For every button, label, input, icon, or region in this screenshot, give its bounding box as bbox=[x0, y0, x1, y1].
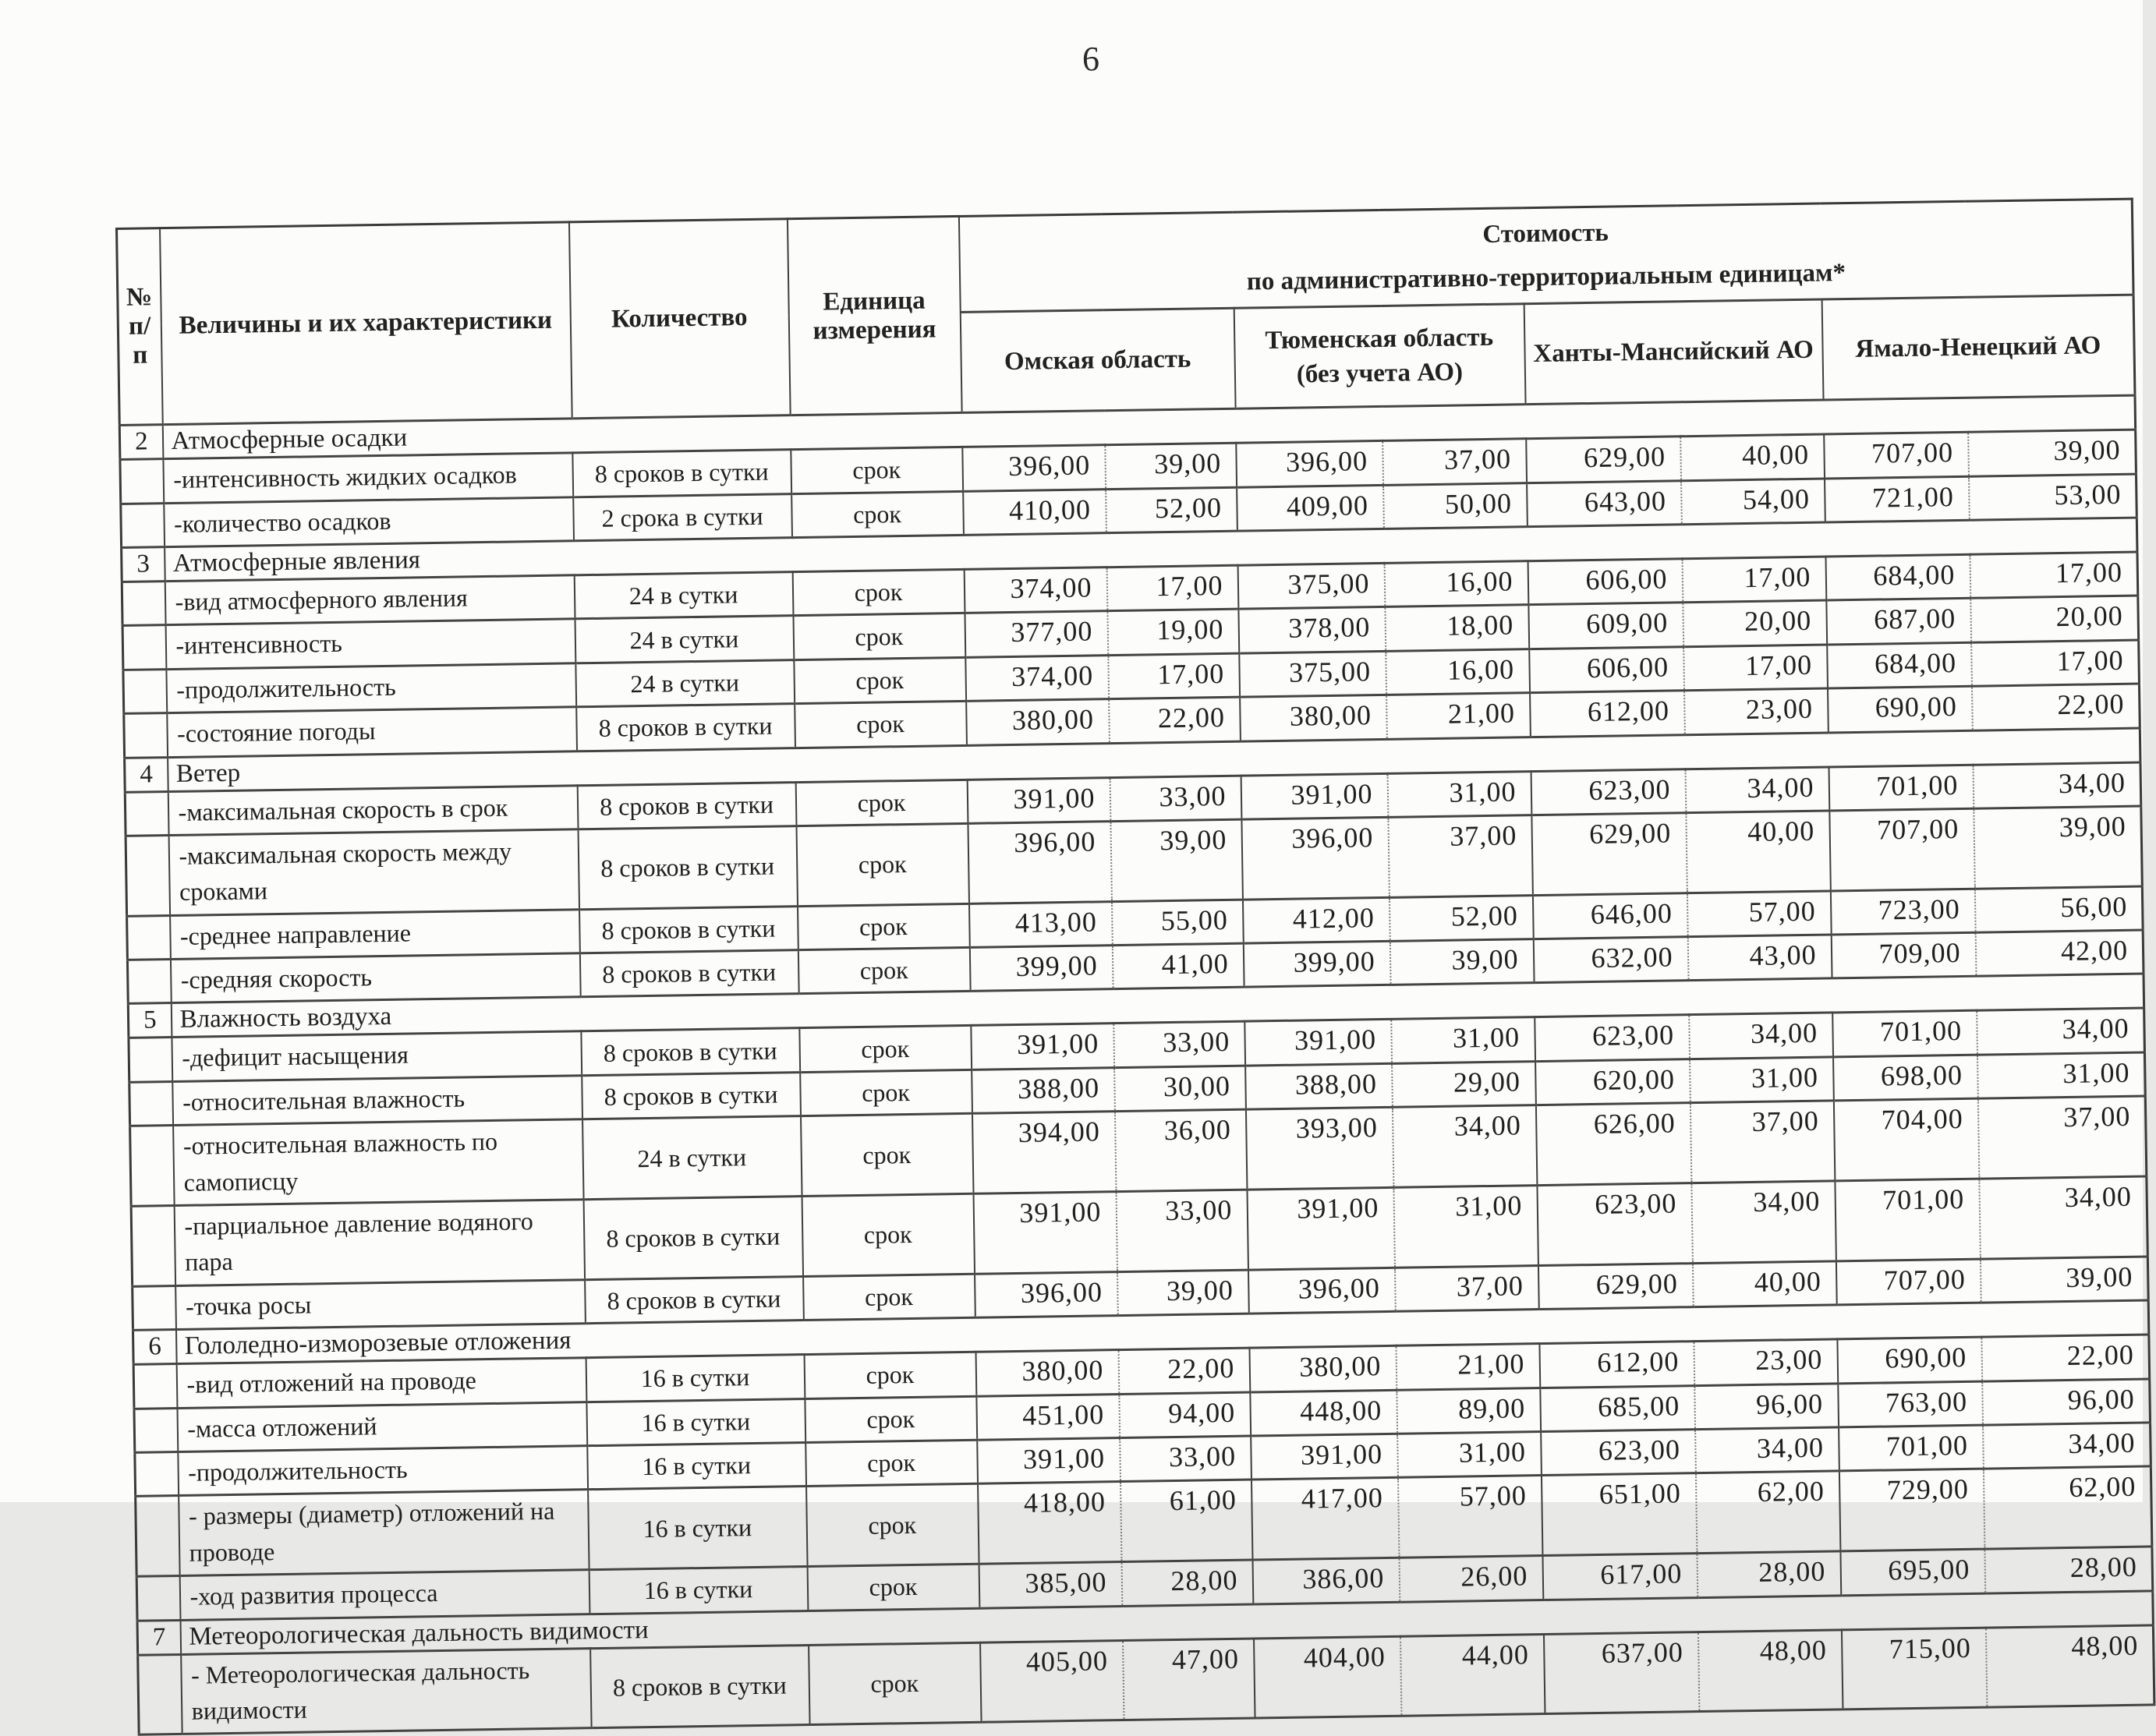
row-number-empty bbox=[133, 1285, 176, 1330]
value-cell: 56,00 bbox=[1974, 886, 2143, 933]
value-cell: 606,00 bbox=[1529, 646, 1684, 692]
value-cell: 20,00 bbox=[1683, 600, 1827, 646]
value-cell: 22,00 bbox=[1971, 684, 2140, 730]
value-cell: 684,00 bbox=[1825, 554, 1970, 600]
value-cell: 50,00 bbox=[1383, 483, 1528, 529]
value-cell: 31,00 bbox=[1977, 1052, 2146, 1099]
value-cell: 707,00 bbox=[1829, 808, 1975, 891]
group-number: 3 bbox=[122, 547, 165, 582]
value-cell: 396,00 bbox=[968, 822, 1112, 903]
tariff-table bbox=[115, 198, 2156, 1736]
value-cell: 31,00 bbox=[1393, 1186, 1538, 1268]
row-unit: срок bbox=[805, 1396, 977, 1443]
row-number-empty bbox=[129, 1081, 173, 1126]
value-cell: 632,00 bbox=[1533, 937, 1688, 983]
value-cell: 18,00 bbox=[1385, 605, 1529, 651]
row-quantity: 16 в сутки bbox=[588, 1487, 807, 1570]
value-cell: 701,00 bbox=[1839, 1425, 1984, 1471]
header-region-yamal: Ямало-Ненецкий АО bbox=[1821, 295, 2135, 400]
value-cell: 29,00 bbox=[1392, 1061, 1536, 1107]
group-number: 7 bbox=[137, 1620, 181, 1655]
value-cell: 413,00 bbox=[968, 901, 1112, 947]
value-cell: 612,00 bbox=[1530, 691, 1685, 737]
value-cell: 22,00 bbox=[1981, 1335, 2150, 1381]
value-cell: 396,00 bbox=[1236, 441, 1383, 487]
value-cell: 34,00 bbox=[1685, 767, 1829, 813]
value-cell: 695,00 bbox=[1840, 1549, 1985, 1595]
value-cell: 39,00 bbox=[1117, 1270, 1249, 1316]
row-label: -вид атмосферного явления bbox=[165, 575, 575, 625]
row-quantity: 8 сроков в сутки bbox=[581, 1028, 800, 1076]
row-label: -относительная влажность bbox=[172, 1076, 582, 1126]
tariff-table-wrapper bbox=[115, 198, 2156, 1736]
value-cell: 684,00 bbox=[1827, 642, 1972, 688]
value-cell: 39,00 bbox=[1968, 430, 2137, 476]
row-number-empty bbox=[129, 1038, 172, 1082]
value-cell: 391,00 bbox=[1244, 1020, 1392, 1066]
value-cell: 729,00 bbox=[1839, 1469, 1984, 1552]
row-unit: срок bbox=[798, 903, 970, 950]
row-number-empty bbox=[123, 669, 167, 713]
row-number-empty bbox=[130, 1126, 175, 1207]
value-cell: 626,00 bbox=[1535, 1103, 1691, 1186]
row-number-empty bbox=[121, 503, 165, 547]
row-label: -среднее направление bbox=[170, 909, 580, 959]
row-unit: срок bbox=[795, 702, 967, 748]
row-quantity: 8 сроков в сутки bbox=[577, 782, 796, 829]
row-unit: срок bbox=[794, 657, 966, 704]
value-cell: 690,00 bbox=[1837, 1337, 1982, 1383]
row-number-empty bbox=[124, 713, 168, 758]
row-number-empty bbox=[126, 835, 170, 916]
value-cell: 451,00 bbox=[976, 1394, 1120, 1440]
value-cell: 687,00 bbox=[1826, 599, 1971, 645]
row-quantity: 2 срока в сутки bbox=[573, 493, 792, 541]
value-cell: 44,00 bbox=[1400, 1634, 1545, 1716]
value-cell: 701,00 bbox=[1835, 1179, 1981, 1261]
row-label: -масса отложений bbox=[177, 1402, 587, 1451]
value-cell: 48,00 bbox=[1985, 1625, 2154, 1707]
value-cell: 34,00 bbox=[1689, 1013, 1833, 1059]
value-cell: 380,00 bbox=[966, 699, 1110, 745]
value-cell: 391,00 bbox=[977, 1438, 1120, 1484]
value-cell: 646,00 bbox=[1532, 893, 1687, 939]
value-cell: 37,00 bbox=[1977, 1096, 2147, 1179]
value-cell: 48,00 bbox=[1698, 1629, 1843, 1711]
value-cell: 417,00 bbox=[1251, 1478, 1399, 1561]
header-name: Величины и их характеристики bbox=[160, 222, 572, 425]
value-cell: 609,00 bbox=[1528, 603, 1683, 649]
row-quantity: 8 сроков в сутки bbox=[579, 950, 798, 998]
value-cell: 17,00 bbox=[1683, 645, 1828, 691]
value-cell: 391,00 bbox=[1241, 773, 1388, 819]
value-cell: 17,00 bbox=[1970, 552, 2138, 599]
row-unit: срок bbox=[791, 447, 963, 494]
group-number: 4 bbox=[125, 757, 168, 792]
value-cell: 690,00 bbox=[1828, 686, 1973, 732]
value-cell: 52,00 bbox=[1389, 895, 1533, 941]
value-cell: 643,00 bbox=[1527, 480, 1682, 526]
value-cell: 39,00 bbox=[1390, 939, 1534, 985]
value-cell: 52,00 bbox=[1106, 487, 1237, 533]
group-number: 2 bbox=[119, 425, 163, 460]
value-cell: 377,00 bbox=[965, 611, 1108, 657]
row-unit: срок bbox=[805, 1440, 978, 1487]
row-quantity: 24 в сутки bbox=[582, 1116, 802, 1200]
value-cell: 623,00 bbox=[1535, 1015, 1690, 1061]
header-region-tyumen: Тюменская область (без учета АО) bbox=[1234, 304, 1525, 409]
row-unit: срок bbox=[801, 1114, 974, 1197]
row-label: -состояние погоды bbox=[167, 707, 577, 757]
category-title: Атмосферные осадки bbox=[162, 395, 2135, 459]
row-quantity: 16 в сутки bbox=[587, 1443, 806, 1490]
value-cell: 96,00 bbox=[1694, 1384, 1839, 1430]
value-cell: 62,00 bbox=[1983, 1466, 2152, 1549]
value-cell: 89,00 bbox=[1397, 1388, 1541, 1434]
value-cell: 396,00 bbox=[962, 445, 1106, 491]
value-cell: 55,00 bbox=[1111, 900, 1243, 946]
value-cell: 374,00 bbox=[965, 655, 1109, 701]
value-cell: 57,00 bbox=[1687, 891, 1831, 937]
value-cell: 715,00 bbox=[1841, 1628, 1987, 1710]
row-label: -интенсивность жидких осадков bbox=[163, 453, 573, 503]
row-label: -средняя скорость bbox=[170, 953, 580, 1003]
value-cell: 28,00 bbox=[1697, 1551, 1841, 1597]
row-label: -продолжительность bbox=[166, 663, 576, 713]
row-quantity: 24 в сутки bbox=[575, 616, 794, 663]
value-cell: 36,00 bbox=[1114, 1109, 1247, 1191]
row-number-empty bbox=[133, 1364, 177, 1409]
category-title: Атмосферные явления bbox=[165, 518, 2137, 582]
value-cell: 94,00 bbox=[1119, 1392, 1251, 1438]
header-unit: Единица измерения bbox=[787, 216, 961, 415]
row-label: -относительная влажность по самописцу bbox=[173, 1119, 583, 1206]
row-unit: срок bbox=[795, 780, 968, 826]
row-unit: срок bbox=[807, 1564, 979, 1610]
value-cell: 33,00 bbox=[1120, 1436, 1251, 1482]
page-number: 6 bbox=[1082, 40, 1099, 78]
value-cell: 40,00 bbox=[1686, 811, 1831, 893]
value-cell: 374,00 bbox=[964, 567, 1107, 613]
row-quantity: 8 сроков в сутки bbox=[583, 1197, 802, 1280]
value-cell: 26,00 bbox=[1399, 1556, 1543, 1602]
row-number-empty bbox=[138, 1654, 182, 1735]
value-cell: 37,00 bbox=[1394, 1265, 1538, 1311]
value-cell: 62,00 bbox=[1695, 1471, 1840, 1553]
value-cell: 388,00 bbox=[1245, 1063, 1393, 1109]
value-cell: 393,00 bbox=[1245, 1108, 1393, 1190]
value-cell: 47,00 bbox=[1123, 1639, 1255, 1720]
row-label: -количество осадков bbox=[164, 497, 574, 546]
value-cell: 17,00 bbox=[1108, 653, 1240, 699]
value-cell: 31,00 bbox=[1690, 1057, 1834, 1103]
row-number-empty bbox=[136, 1576, 180, 1621]
row-number-empty bbox=[136, 1496, 180, 1577]
row-quantity: 16 в сутки bbox=[586, 1398, 805, 1446]
value-cell: 391,00 bbox=[971, 1024, 1114, 1070]
row-quantity: 8 сроков в сутки bbox=[585, 1276, 804, 1324]
value-cell: 37,00 bbox=[1690, 1101, 1835, 1183]
row-label: -ход развития процесса bbox=[179, 1570, 589, 1620]
value-cell: 385,00 bbox=[979, 1562, 1122, 1608]
value-cell: 40,00 bbox=[1692, 1261, 1836, 1307]
row-number-empty bbox=[122, 625, 166, 670]
row-number-empty bbox=[135, 1451, 179, 1496]
value-cell: 396,00 bbox=[975, 1271, 1118, 1317]
value-cell: 33,00 bbox=[1116, 1190, 1248, 1271]
row-quantity: 16 в сутки bbox=[586, 1355, 805, 1402]
value-cell: 53,00 bbox=[1968, 474, 2137, 521]
value-cell: 34,00 bbox=[1977, 1008, 2145, 1055]
value-cell: 386,00 bbox=[1252, 1557, 1400, 1603]
value-cell: 380,00 bbox=[975, 1350, 1119, 1396]
value-cell: 375,00 bbox=[1237, 563, 1385, 609]
value-cell: 698,00 bbox=[1833, 1055, 1978, 1101]
group-number: 6 bbox=[133, 1330, 176, 1365]
value-cell: 22,00 bbox=[1109, 697, 1241, 743]
row-unit: срок bbox=[791, 491, 964, 538]
value-cell: 378,00 bbox=[1238, 607, 1386, 653]
row-quantity: 16 в сутки bbox=[589, 1567, 808, 1614]
value-cell: 41,00 bbox=[1112, 943, 1244, 989]
row-quantity: 8 сроков в сутки bbox=[576, 704, 795, 751]
row-quantity: 8 сроков в сутки bbox=[579, 906, 798, 953]
row-quantity: 8 сроков в сутки bbox=[572, 450, 791, 497]
value-cell: 763,00 bbox=[1838, 1381, 1983, 1427]
value-cell: 404,00 bbox=[1254, 1636, 1402, 1719]
header-num: № п/п bbox=[117, 228, 163, 426]
value-cell: 43,00 bbox=[1687, 935, 1832, 981]
value-cell: 34,00 bbox=[1691, 1181, 1836, 1263]
row-unit: срок bbox=[792, 569, 965, 616]
value-cell: 16,00 bbox=[1384, 561, 1528, 607]
value-cell: 651,00 bbox=[1541, 1473, 1697, 1556]
value-cell: 28,00 bbox=[1984, 1547, 2153, 1593]
row-number-empty bbox=[125, 791, 168, 836]
value-cell: 96,00 bbox=[1982, 1379, 2151, 1426]
value-cell: 39,00 bbox=[1980, 1257, 2148, 1303]
value-cell: 448,00 bbox=[1250, 1390, 1397, 1436]
value-cell: 22,00 bbox=[1118, 1348, 1250, 1394]
value-cell: 394,00 bbox=[972, 1112, 1116, 1193]
row-label: -дефицит насыщения bbox=[172, 1031, 582, 1081]
row-number-empty bbox=[127, 960, 171, 1004]
header-cost-group: Стоимость по административно-территориальным единицам* bbox=[958, 199, 2133, 313]
value-cell: 39,00 bbox=[1105, 443, 1237, 489]
value-cell: 637,00 bbox=[1543, 1632, 1699, 1714]
category-title: Метеорологическая дальность видимости bbox=[180, 1590, 2153, 1654]
value-cell: 39,00 bbox=[1974, 806, 2143, 889]
value-cell: 629,00 bbox=[1538, 1263, 1693, 1309]
row-label: -продолжительность bbox=[178, 1446, 588, 1496]
value-cell: 617,00 bbox=[1542, 1554, 1698, 1600]
value-cell: 707,00 bbox=[1824, 432, 1969, 478]
value-cell: 709,00 bbox=[1831, 932, 1976, 978]
table-body bbox=[119, 395, 2154, 1734]
value-cell: 42,00 bbox=[1975, 930, 2144, 977]
row-label: -максимальная скорость между сроками bbox=[168, 829, 579, 916]
category-title: Гололедно-изморозевые отложения bbox=[175, 1300, 2148, 1364]
value-cell: 410,00 bbox=[963, 489, 1106, 535]
value-cell: 707,00 bbox=[1836, 1259, 1981, 1305]
row-label: - Метеорологическая дальность видимости bbox=[181, 1648, 591, 1734]
row-unit: срок bbox=[802, 1193, 975, 1276]
value-cell: 704,00 bbox=[1833, 1098, 1979, 1181]
value-cell: 19,00 bbox=[1107, 610, 1239, 656]
category-title: Ветер bbox=[168, 728, 2140, 792]
value-cell: 723,00 bbox=[1830, 889, 1975, 935]
value-cell: 34,00 bbox=[1983, 1423, 2151, 1469]
value-cell: 623,00 bbox=[1537, 1183, 1693, 1266]
value-cell: 388,00 bbox=[972, 1067, 1115, 1113]
value-cell: 418,00 bbox=[978, 1482, 1122, 1564]
row-quantity: 24 в сутки bbox=[575, 659, 795, 707]
value-cell: 721,00 bbox=[1825, 476, 1970, 522]
value-cell: 380,00 bbox=[1240, 695, 1387, 741]
row-quantity: 8 сроков в сутки bbox=[582, 1072, 801, 1119]
row-unit: срок bbox=[800, 1070, 972, 1116]
value-cell: 34,00 bbox=[1392, 1105, 1537, 1187]
row-unit: срок bbox=[799, 1026, 972, 1073]
value-cell: 28,00 bbox=[1121, 1560, 1253, 1606]
value-cell: 620,00 bbox=[1535, 1059, 1690, 1105]
value-cell: 380,00 bbox=[1249, 1346, 1397, 1392]
category-title: Влажность воздуха bbox=[171, 974, 2144, 1038]
value-cell: 629,00 bbox=[1526, 437, 1681, 483]
group-number: 5 bbox=[128, 1003, 172, 1038]
value-cell: 17,00 bbox=[1106, 565, 1238, 611]
row-unit: срок bbox=[796, 823, 969, 906]
header-region-khanty: Ханты-Мансийский АО bbox=[1524, 299, 1823, 405]
value-cell: 391,00 bbox=[967, 777, 1110, 823]
value-cell: 23,00 bbox=[1684, 688, 1829, 734]
row-number-empty bbox=[134, 1408, 178, 1452]
value-cell: 39,00 bbox=[1110, 819, 1243, 901]
value-cell: 33,00 bbox=[1113, 1022, 1245, 1068]
row-label: -вид отложений на проводе bbox=[176, 1358, 586, 1408]
row-unit: срок bbox=[798, 947, 970, 994]
value-cell: 701,00 bbox=[1829, 765, 1974, 811]
value-cell: 391,00 bbox=[973, 1192, 1117, 1274]
value-cell: 33,00 bbox=[1110, 776, 1241, 822]
value-cell: 23,00 bbox=[1694, 1339, 1838, 1385]
row-unit: срок bbox=[806, 1484, 979, 1567]
value-cell: 34,00 bbox=[1979, 1176, 2148, 1259]
value-cell: 31,00 bbox=[1387, 771, 1531, 817]
value-cell: 31,00 bbox=[1391, 1017, 1535, 1063]
row-label: -точка росы bbox=[175, 1280, 586, 1330]
row-quantity: 24 в сутки bbox=[574, 572, 793, 620]
value-cell: 606,00 bbox=[1528, 559, 1683, 605]
value-cell: 57,00 bbox=[1397, 1476, 1542, 1557]
row-label: -максимальная скорость в срок bbox=[168, 785, 578, 835]
value-cell: 31,00 bbox=[1397, 1432, 1542, 1478]
row-label: -интенсивность bbox=[165, 619, 575, 669]
value-cell: 21,00 bbox=[1396, 1344, 1540, 1390]
value-cell: 40,00 bbox=[1680, 434, 1825, 480]
row-unit: срок bbox=[804, 1352, 976, 1399]
value-cell: 405,00 bbox=[980, 1640, 1124, 1722]
value-cell: 21,00 bbox=[1386, 693, 1531, 739]
value-cell: 701,00 bbox=[1832, 1011, 1977, 1057]
value-cell: 409,00 bbox=[1237, 485, 1384, 531]
value-cell: 396,00 bbox=[1248, 1268, 1395, 1313]
row-unit: срок bbox=[809, 1642, 982, 1725]
value-cell: 391,00 bbox=[1247, 1187, 1395, 1270]
value-cell: 399,00 bbox=[1243, 941, 1390, 987]
row-unit: срок bbox=[803, 1274, 975, 1321]
header-region-omsk: Омская область bbox=[960, 308, 1235, 412]
value-cell: 34,00 bbox=[1973, 762, 2141, 809]
row-number-empty bbox=[120, 459, 164, 504]
value-cell: 37,00 bbox=[1382, 439, 1527, 485]
row-quantity: 8 сроков в сутки bbox=[578, 826, 797, 910]
value-cell: 391,00 bbox=[1251, 1434, 1398, 1480]
row-number-empty bbox=[131, 1206, 175, 1287]
value-cell: 54,00 bbox=[1681, 479, 1825, 525]
value-cell: 375,00 bbox=[1239, 651, 1386, 697]
header-quantity: Количество bbox=[568, 219, 790, 419]
row-number-empty bbox=[127, 915, 171, 960]
value-cell: 612,00 bbox=[1539, 1342, 1694, 1388]
value-cell: 37,00 bbox=[1388, 815, 1533, 897]
value-cell: 30,00 bbox=[1114, 1066, 1246, 1112]
value-cell: 34,00 bbox=[1695, 1427, 1839, 1473]
value-cell: 623,00 bbox=[1531, 769, 1686, 815]
value-cell: 61,00 bbox=[1120, 1480, 1253, 1561]
value-cell: 17,00 bbox=[1682, 557, 1826, 603]
row-label: -парциальное давление водяного пара bbox=[174, 1200, 584, 1286]
value-cell: 629,00 bbox=[1531, 813, 1687, 896]
row-quantity: 8 сроков в сутки bbox=[590, 1645, 809, 1728]
value-cell: 412,00 bbox=[1242, 897, 1390, 943]
value-cell: 399,00 bbox=[969, 946, 1113, 992]
row-number-empty bbox=[122, 582, 165, 626]
value-cell: 17,00 bbox=[1971, 640, 2140, 687]
value-cell: 16,00 bbox=[1386, 649, 1530, 695]
value-cell: 20,00 bbox=[1970, 596, 2139, 642]
value-cell: 685,00 bbox=[1540, 1385, 1695, 1431]
row-label: - размеры (диаметр) отложений на проводе bbox=[179, 1490, 589, 1576]
value-cell: 623,00 bbox=[1541, 1430, 1696, 1476]
value-cell: 396,00 bbox=[1241, 817, 1390, 900]
row-unit: срок bbox=[793, 613, 965, 660]
